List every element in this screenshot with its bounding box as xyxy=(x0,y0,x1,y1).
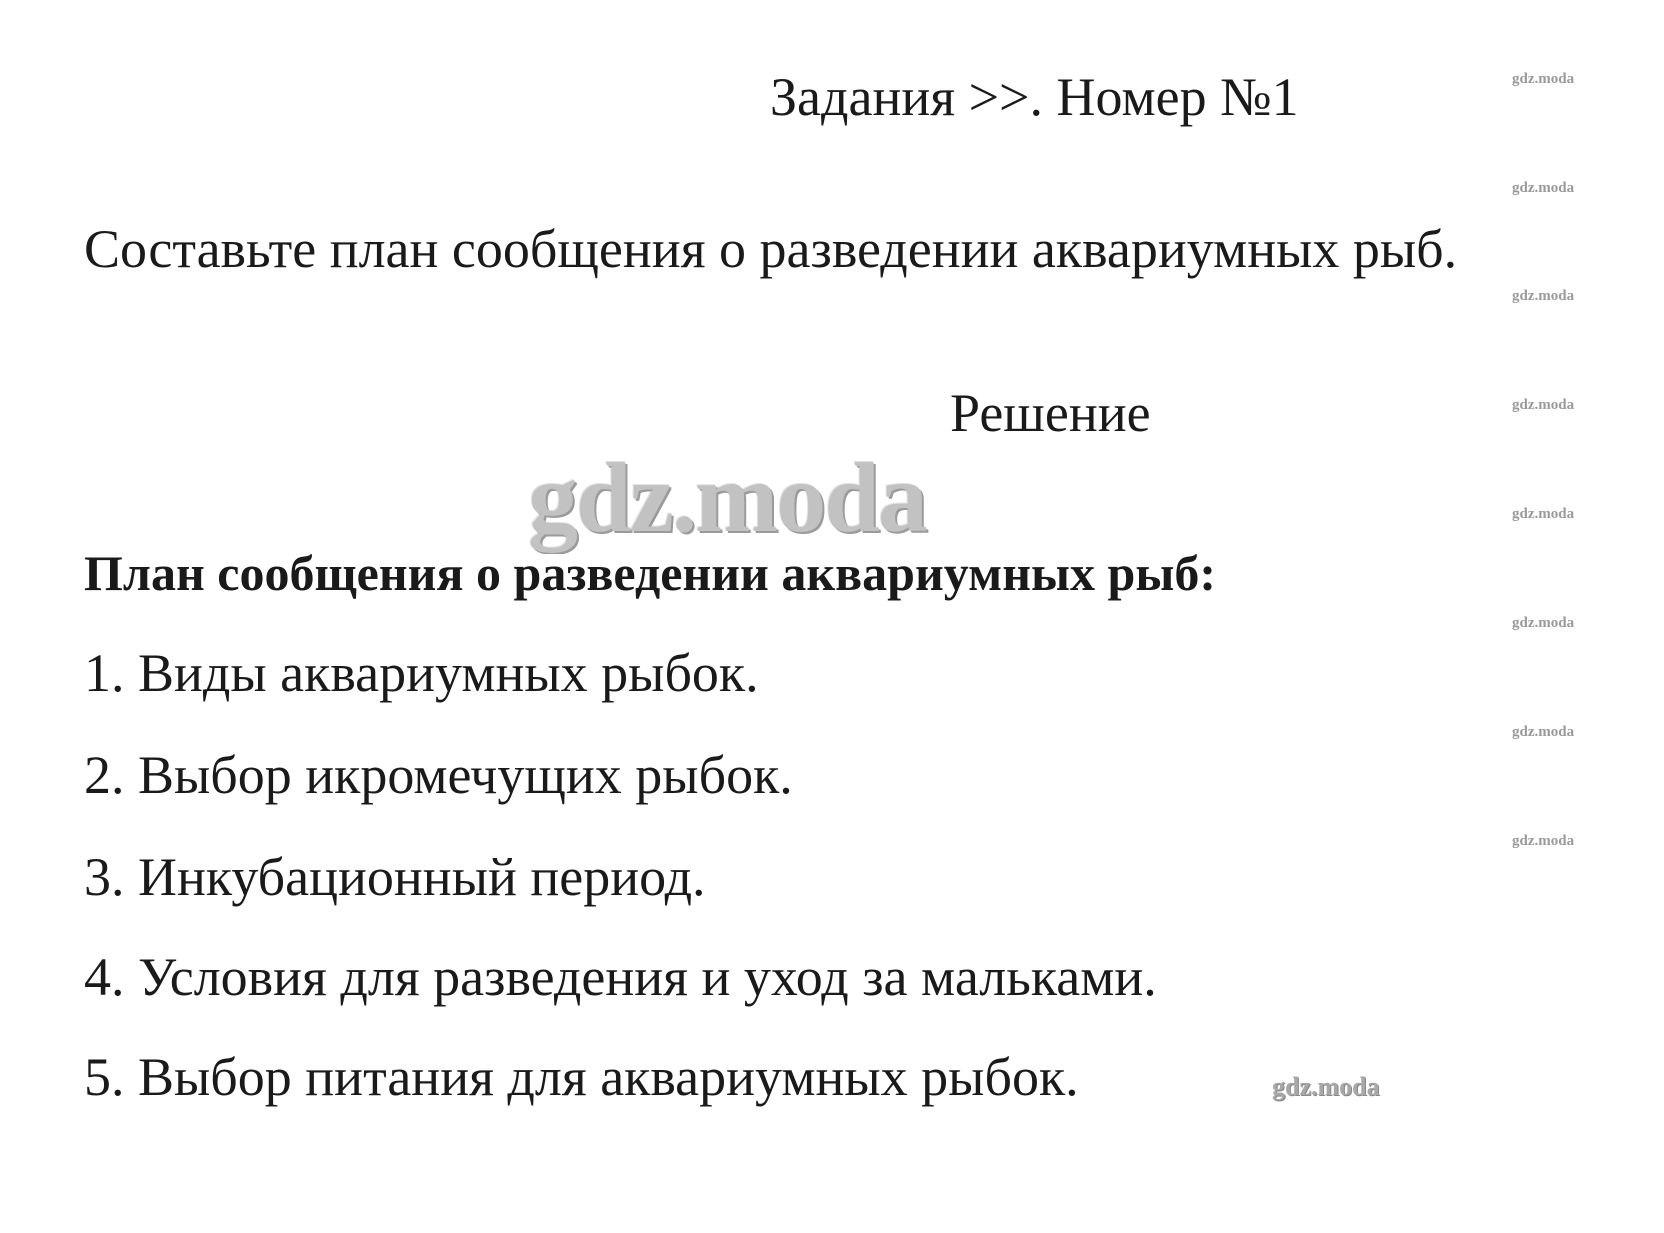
watermark-small: gdz.moda xyxy=(1512,397,1575,413)
solution-heading: Решение xyxy=(950,383,1151,443)
watermark-small: gdz.moda xyxy=(1512,71,1575,87)
plan-item: 3. Инкубационный период. xyxy=(84,847,706,907)
plan-item: 4. Условия для разведения и уход за мальками. xyxy=(84,947,1157,1007)
watermark-small: gdz.moda xyxy=(1512,833,1575,849)
watermark-small: gdz.moda xyxy=(1512,180,1575,196)
watermark-medium: gdz.moda xyxy=(1272,1072,1380,1101)
task-text: Составьте план сообщения о разведении аквариумных рыб. xyxy=(84,219,1458,279)
plan-title: План сообщения о разведении аквариумных рыб: xyxy=(84,545,1217,601)
watermark-small: gdz.moda xyxy=(1512,506,1575,522)
watermark-small: gdz.moda xyxy=(1512,724,1575,740)
page-header: Задания >>. Номер №1 xyxy=(770,67,1299,127)
plan-item: 2. Выбор икромечущих рыбок. xyxy=(84,745,793,805)
plan-item: 5. Выбор питания для аквариумных рыбок. xyxy=(84,1047,1079,1107)
plan-item: 1. Виды аквариумных рыбок. xyxy=(84,643,759,703)
watermark-small: gdz.moda xyxy=(1512,615,1575,631)
watermark-large: gdz.moda xyxy=(528,442,926,553)
watermark-small: gdz.moda xyxy=(1512,288,1575,304)
